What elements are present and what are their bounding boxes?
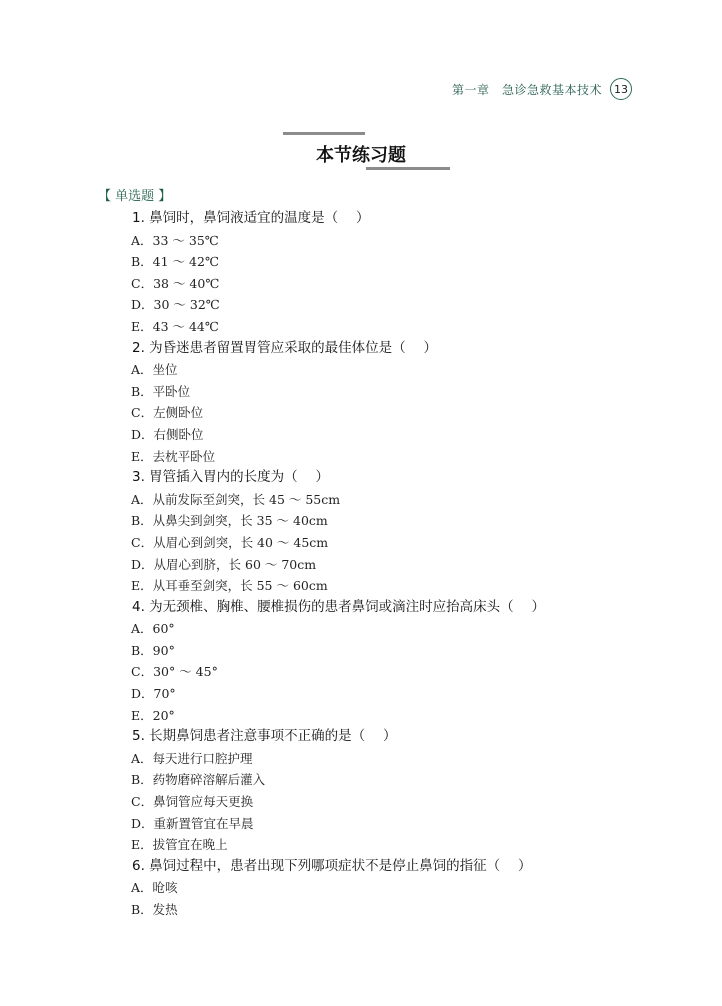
answer-option: B．平卧位 [131, 383, 191, 399]
question-block [98, 597, 658, 727]
answer-option: A．60° [131, 621, 175, 637]
answer-option: C．38 ～ 40℃ [131, 275, 220, 291]
answer-option: C．左侧卧位 [131, 405, 204, 421]
question-stem: 4. 为无颈椎、胸椎、腰椎损伤的患者鼻饲或滴注时应抬高床头（ ） [132, 598, 545, 615]
question-stem: 6. 鼻饲过程中，患者出现下列哪项症状不是停止鼻饲的指征（ ） [132, 857, 532, 874]
question-block [98, 856, 658, 921]
answer-option: D．右侧卧位 [131, 426, 204, 442]
question-block [98, 726, 658, 856]
title-rule-bottom [366, 167, 450, 170]
page-number-badge: 13 [610, 78, 632, 100]
answer-option: C．鼻饲管应每天更换 [131, 794, 254, 810]
question-stem: 2. 为昏迷患者留置胃管应采取的最佳体位是（ ） [132, 339, 437, 356]
answer-option: B．发热 [131, 902, 178, 917]
answer-option: B．从鼻尖到剑突，长 35 ～ 40cm [131, 513, 328, 529]
answer-option: B．41 ～ 42℃ [131, 254, 219, 270]
answer-option: A．从前发际至剑突，长 45 ～ 55cm [131, 491, 341, 507]
answer-option: B．90° [131, 642, 175, 658]
answer-option: D．从眉心到脐，长 60 ～ 70cm [131, 556, 317, 572]
answer-option: C．30° ～ 45° [131, 664, 218, 680]
answer-option: E．从耳垂至剑突，长 55 ～ 60cm [131, 578, 328, 594]
answer-option: A．33 ～ 35℃ [131, 232, 219, 248]
question-block [98, 467, 658, 597]
answer-option: E．去枕平卧位 [131, 448, 216, 464]
answer-option: D．70° [131, 686, 176, 702]
question-block [98, 338, 658, 468]
question-stem: 3. 胃管插入胃内的长度为（ ） [132, 469, 329, 486]
question-type-label: 【 单选题 】 [98, 189, 172, 204]
answer-option: B．药物磨碎溶解后灌入 [131, 772, 266, 788]
title-rule-top [283, 132, 365, 135]
answer-option: A．呛咳 [131, 880, 178, 896]
chapter-title: 第一章 急诊急救基本技术 [451, 82, 602, 97]
question-stem: 5. 长期鼻饲患者注意事项不正确的是（ ） [132, 728, 397, 745]
question-stem: 1. 鼻饲时，鼻饲液适宜的温度是（ ） [132, 210, 370, 226]
running-header [452, 77, 632, 101]
question-block [98, 208, 658, 338]
answer-option: E．20° [131, 707, 175, 723]
answer-option: D．重新置管宜在早晨 [131, 815, 254, 831]
answer-option: E．43 ～ 44℃ [131, 318, 219, 334]
answer-option: E．拔管宜在晚上 [131, 837, 228, 853]
answer-option: D．30 ～ 32℃ [131, 297, 220, 313]
answer-option: A．坐位 [131, 362, 178, 378]
answer-option: A．每天进行口腔护理 [131, 750, 253, 766]
answer-option: C．从眉心到剑突，长 40 ～ 45cm [131, 534, 329, 550]
exercise-list [98, 187, 658, 921]
section-title: 本节练习题 [316, 145, 406, 166]
